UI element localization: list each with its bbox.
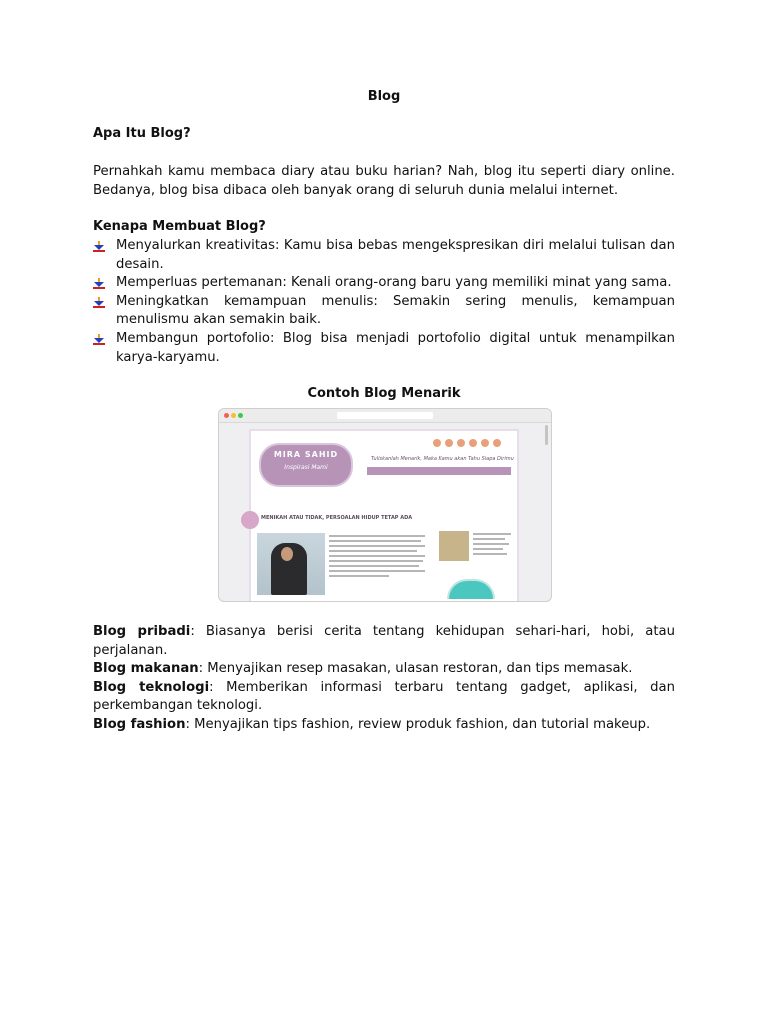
logo-script: Inspirasi Mami	[284, 464, 328, 471]
blog-screenshot	[218, 408, 552, 602]
social-icon	[433, 439, 441, 447]
heading-why-blog: Kenapa Membuat Blog?	[93, 219, 266, 234]
blog-page	[249, 429, 519, 602]
face-image	[281, 547, 293, 561]
example-heading: Contoh Blog Menarik	[307, 386, 461, 401]
blog-type-text: : Menyajikan tips fashion, review produk fashion, dan tutorial makeup.	[185, 716, 651, 732]
blog-tagline: Tuliskanlah Menarik, Maka Kamu akan Tahu Siapa Dirimu	[371, 456, 514, 462]
badge-image	[447, 579, 495, 599]
blog-type-item	[93, 660, 675, 679]
reason-text: Menyalurkan kreativitas: Kamu bisa bebas mengekspresikan diri melalui tulisan dan desain.	[116, 238, 675, 272]
scrollbar	[545, 425, 548, 445]
blog-type-label: Blog makanan	[93, 661, 199, 677]
social-icon	[481, 439, 489, 447]
arrow-bullet-icon	[93, 278, 105, 289]
reasons-list	[93, 237, 675, 367]
logo-title: MIRA SAHID	[273, 450, 339, 459]
blog-nav	[367, 467, 511, 494]
social-icon	[457, 439, 465, 447]
nav-item: DISCLOSURE	[370, 490, 393, 494]
nav-item: BEAUTYVLOG	[458, 475, 483, 479]
blog-type-text: : Memberikan informasi terbaru tentang gadget, aplikasi, dan perkembangan teknologi.	[93, 679, 675, 714]
blog-type-label: Blog pribadi	[93, 624, 191, 639]
minimize-dot-icon	[231, 413, 236, 418]
reason-text: Membangun portofolio: Blog bisa menjadi portofolio digital untuk menampilkan karya-karyamu.	[116, 330, 675, 365]
post-text-lines	[329, 535, 425, 580]
blog-types	[93, 623, 675, 735]
arrow-bullet-icon	[93, 334, 105, 345]
blog-type-item	[93, 623, 675, 660]
nav-item: BERBAGAI MAMA	[390, 475, 421, 479]
document-title: Blog	[367, 89, 401, 104]
list-item	[93, 237, 675, 274]
arrow-bullet-icon	[93, 241, 105, 252]
author-text-lines	[473, 533, 511, 558]
blog-type-label: Blog teknologi	[93, 679, 210, 695]
post-photo	[257, 533, 325, 595]
blog-type-text: : Menyajikan resep masakan, ulasan restoran, dan tips memasak.	[198, 661, 633, 677]
post-title: MENIKAH ATAU TIDAK, PERSOALAN HIDUP TETAP ADA	[261, 515, 413, 521]
social-icon	[469, 439, 477, 447]
nav-item: LIFESTYLE	[430, 475, 449, 479]
list-item	[93, 330, 675, 367]
close-dot-icon	[224, 413, 229, 418]
list-item	[93, 274, 675, 293]
blog-type-text: : Biasanya berisi cerita tentang kehidupan sehari-hari, hobi, atau perjalanan.	[93, 624, 675, 658]
date-badge	[241, 511, 259, 529]
browser-toolbar	[219, 409, 551, 423]
reason-text: Meningkatkan kemampuan menulis: Semakin sering menulis, kemampuan menulismu akan semakin baik.	[116, 293, 675, 328]
arrow-bullet-icon	[93, 297, 105, 308]
social-icon	[445, 439, 453, 447]
reason-text: Memperluas pertemanan: Kenali orang-orang baru yang memiliki minat yang sama.	[116, 275, 672, 291]
social-icon	[493, 439, 501, 447]
blog-type-item	[93, 716, 675, 735]
address-bar	[337, 412, 433, 419]
heading-what-is-blog: Apa Itu Blog?	[93, 126, 191, 141]
blog-logo	[259, 443, 353, 487]
nav-item: HOME	[370, 475, 381, 479]
maximize-dot-icon	[238, 413, 243, 418]
what-is-blog-paragraph: Pernahkah kamu membaca diary atau buku harian? Nah, blog itu seperti diary online. Bedanya, blog bisa dibaca oleh banyak orang di seluruh dunia melalui internet.	[93, 164, 675, 198]
author-photo	[439, 531, 469, 561]
list-item	[93, 293, 675, 330]
blog-type-item	[93, 679, 675, 716]
blog-type-label: Blog fashion	[93, 716, 186, 732]
